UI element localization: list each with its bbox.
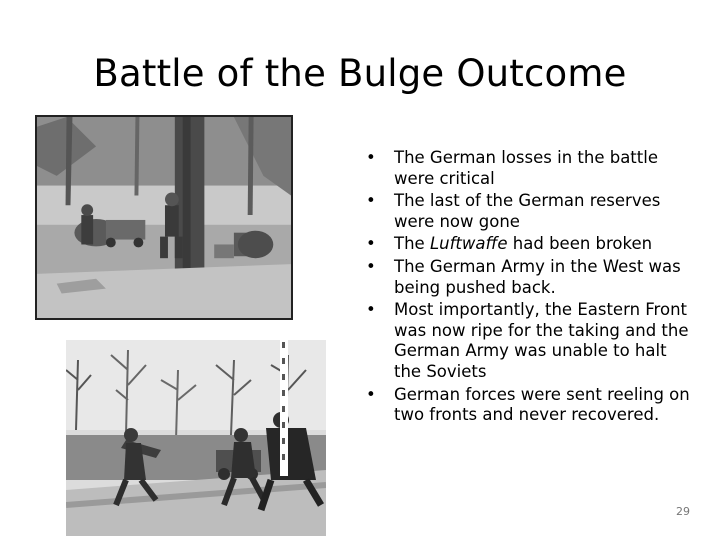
bullet-text: The last of the German reserves were now gone (394, 191, 661, 231)
slide-title: Battle of the Bulge Outcome (93, 52, 627, 95)
page-number: 29 (676, 505, 690, 518)
bullet-list (366, 148, 696, 428)
bullet-text-before: The (394, 234, 430, 254)
bullet-text: German forces were sent reeling on two fronts and never recovered. (394, 384, 690, 425)
bullet-text: Most importantly, the Eastern Front was now ripe for the taking and the German Army was unable to halt the Soviets (394, 300, 689, 381)
bullet-item (366, 234, 696, 255)
bullet-item (366, 257, 696, 298)
bullet-text-emphasis: Luftwaffe (429, 234, 508, 254)
bullet-text: The German Army in the West was being pushed back. (394, 256, 681, 297)
bullet-item (366, 300, 696, 382)
film-strip-icon (274, 336, 294, 476)
soldiers-in-forest-image (37, 117, 291, 318)
bullet-text-after: had been broken (507, 234, 653, 254)
bullet-dot: • (366, 148, 376, 167)
bullet-dot: • (366, 191, 376, 211)
bullet-item (366, 191, 696, 232)
film-strip-decoration (274, 336, 294, 476)
bullet-text (394, 234, 652, 253)
bullet-item (366, 385, 696, 426)
bullet-text: The German losses in the battle were critical (394, 148, 658, 188)
bullet-dot: • (366, 384, 376, 404)
bullet-dot: • (366, 256, 376, 276)
bullet-dot: • (366, 234, 376, 254)
bullet-item (366, 148, 696, 189)
bullet-dot: • (366, 300, 376, 320)
soldiers-in-forest-photo (35, 115, 293, 320)
